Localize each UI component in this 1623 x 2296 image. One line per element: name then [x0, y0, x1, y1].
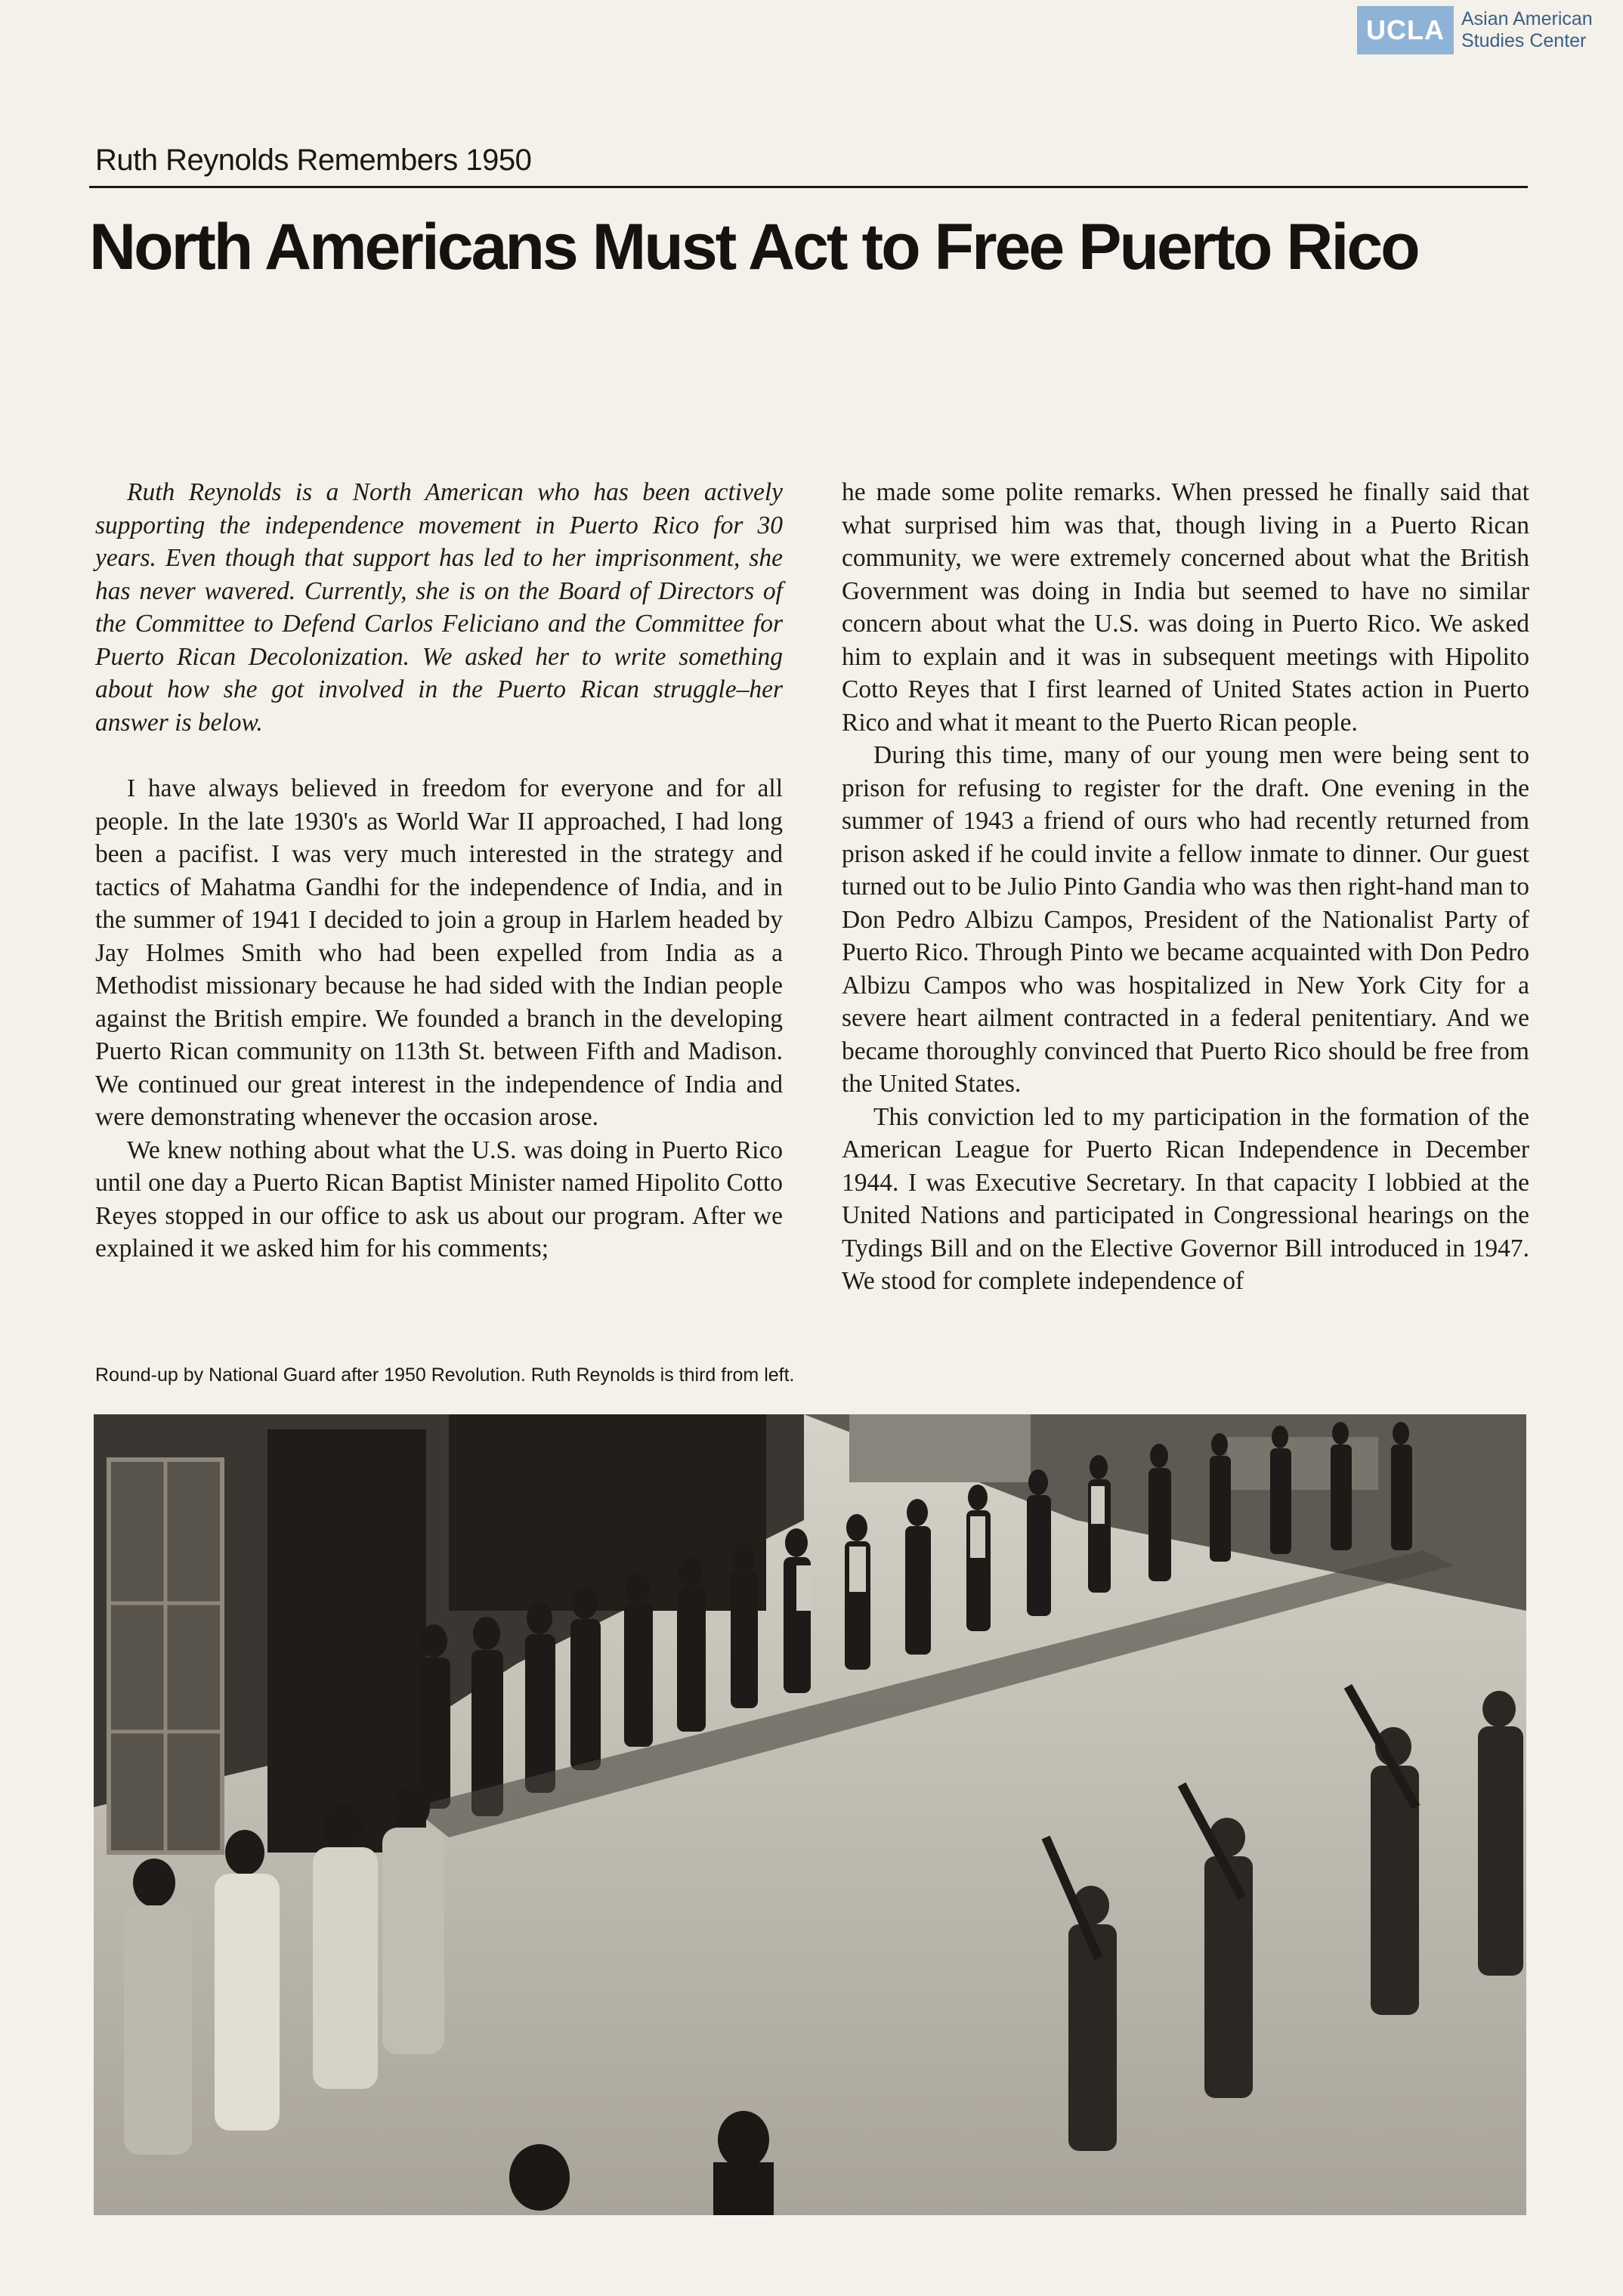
- right-column: [842, 476, 1529, 1298]
- kicker: Ruth Reynolds Remembers 1950: [95, 144, 532, 177]
- body-paragraph: he made some polite remarks. When pressed he finally said that what surprised him was that, though living in a Puerto Rican community, we were extremely concerned about what the British Government was doing in India but seemed to have no similar concern about what the U.S. was doing in Puerto Rico. We asked him to explain and it was in subsequent meetings with Hipolito Cotto Reyes that I first learned of United States action in Puerto Rico and what it meant to the Puerto Rican people.: [842, 478, 1529, 737]
- roundup-photo: [94, 1414, 1526, 2215]
- center-name-line2: Studies Center: [1461, 30, 1587, 51]
- body-paragraph: We knew nothing about what the U.S. was doing in Puerto Rico until one day a Puerto Rican Baptist Minister named Hipolito Cotto Reyes stopped in our office to ask us about our program. After we explained it we asked him for his comments;: [95, 1136, 783, 1262]
- headline: North Americans Must Act to Free Puerto Rico: [89, 211, 1418, 283]
- center-name-line1: Asian American: [1461, 8, 1593, 29]
- photo-caption: Round-up by National Guard after 1950 Revolution. Ruth Reynolds is third from left.: [95, 1364, 795, 1386]
- show-through-right: [842, 151, 1522, 468]
- left-column: [95, 476, 783, 1265]
- show-through-center: [423, 151, 786, 468]
- kicker-rule: [89, 186, 1528, 188]
- center-name: [1461, 8, 1593, 52]
- body-paragraph: During this time, many of our young men were being sent to prison for refusing to register for the draft. One evening in the summer of 1943 a friend of ours who had recently returned from prison asked if he could invite a fellow inmate to dinner. Our guest turned out to be Julio Pinto Gandia who was then right-hand man to Don Pedro Albizu Campos, President of the Nationalist Party of Puerto Rico. Through Pinto we became acquainted with Don Pedro Albizu Campos who was hospitalized in New York City for a severe heart ailment contracted in a federal penitentiary. And we became thoroughly convinced that Puerto Rico should be free from the United States.: [842, 741, 1529, 1098]
- intro-paragraph: Ruth Reynolds is a North American who has been actively supporting the independence movement in Puerto Rico for 30 years. Even though that support has led to her imprisonment, she has never wavered. Currently, she is on the Board of Directors of the Committee to Defend Carlos Feliciano and the Committee for Puerto Rican Decolonization. We asked her to write something about how she got involved in the Puerto Rican struggle–her answer is below.: [95, 478, 783, 737]
- ucla-logo: UCLA: [1357, 6, 1454, 54]
- body-paragraph: This conviction led to my participation in the formation of the American League for Puerto Rican Independence in December 1944. I was Executive Secretary. In that capacity I lobbied at the United Nations and participated in Congressional hearings on the Tydings Bill and on the Elective Governor Bill introduced in 1947. We stood for complete independence of: [842, 1102, 1529, 1295]
- body-paragraph: I have always believed in freedom for everyone and for all people. In the late 1930's as World War II approached, I had long been a pacifist. I was very much interested in the strategy and tactics of Mahatma Gandhi for the independence of India, and in the summer of 1941 I decided to join a group in Harlem headed by Jay Holmes Smith who had been expelled from India as a Methodist missionary because he had sided with the Indian people against the British empire. We founded a branch in the developing Puerto Rican community on 113th St. between Fifth and Madison. We continued our great interest in the independence of India and were demonstrating whenever the occasion arose.: [95, 774, 783, 1131]
- photo-illustration: [94, 1414, 1526, 2215]
- ucla-badge: [1357, 6, 1593, 54]
